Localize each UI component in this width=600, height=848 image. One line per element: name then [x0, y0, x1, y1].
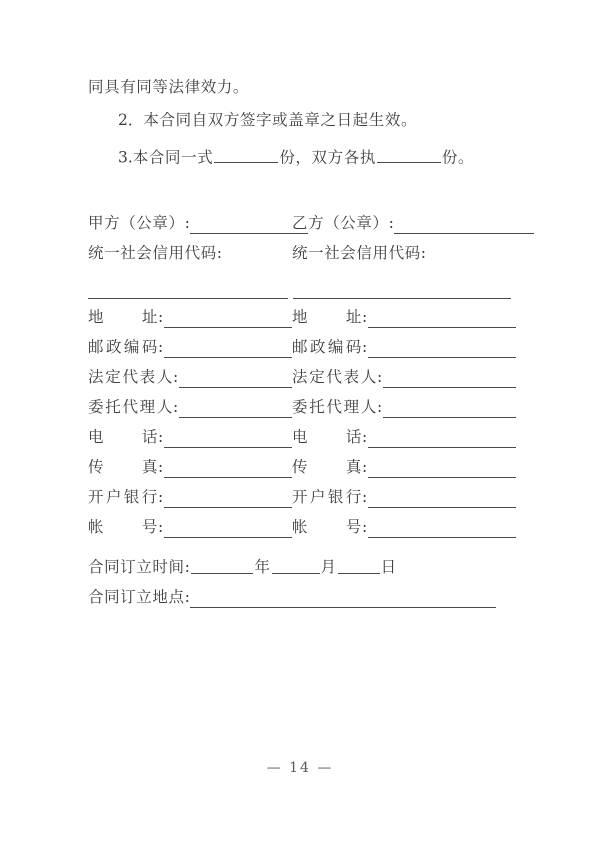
- party-b-account-label: 帐 号: [292, 518, 362, 536]
- clause-item-2: [118, 113, 417, 129]
- party-b-agent-colon: :: [377, 398, 383, 416]
- contract-place-label: 合同订立地点:: [88, 588, 191, 606]
- contract-month-blank[interactable]: [272, 557, 320, 574]
- party-a-phone: [88, 426, 292, 456]
- party-a-phone-colon: :: [158, 428, 164, 446]
- party-a-agent-blank[interactable]: [179, 400, 292, 418]
- party-b-phone-label: 电 话: [292, 428, 362, 446]
- party-a-uscc: [88, 242, 292, 272]
- party-seal-row: [0, 212, 600, 242]
- party-a-fax-colon: :: [158, 458, 164, 476]
- field-row-phone: [0, 426, 600, 456]
- party-a-bank: [88, 486, 292, 516]
- party-a-uscc-label: 统一社会信用代码:: [88, 244, 223, 262]
- clause-3-text-before: 本合同一式: [132, 148, 214, 167]
- party-a-postcode-blank[interactable]: [164, 340, 292, 358]
- party-a-legal-rep-blank[interactable]: [179, 370, 292, 388]
- field-row-address: [0, 306, 600, 336]
- party-a-account-colon: :: [158, 518, 164, 536]
- party-a-seal-blank[interactable]: [190, 216, 308, 234]
- party-b-uscc: [292, 242, 512, 272]
- party-a-account-label: 帐 号: [88, 518, 158, 536]
- party-a-legal-rep-colon: :: [173, 368, 179, 386]
- copies-total-blank[interactable]: [214, 146, 278, 163]
- party-b-fax-blank[interactable]: [368, 460, 516, 478]
- party-a-address-colon: :: [158, 308, 164, 326]
- party-b-postcode-label: 邮政编码: [292, 338, 362, 356]
- party-uscc-rule-row: [0, 272, 600, 306]
- party-b-address: [292, 306, 512, 336]
- party-a-bank-colon: :: [158, 488, 164, 506]
- party-a-legal-rep-label: 法定代表人: [88, 368, 173, 386]
- party-b-uscc-label: 统一社会信用代码:: [292, 244, 427, 262]
- party-a-bank-label: 开户银行: [88, 488, 158, 506]
- parties-signature-block: [0, 212, 600, 546]
- party-b-legal-rep: [292, 366, 512, 396]
- party-uscc-row: [0, 242, 600, 272]
- party-a-fax: [88, 456, 292, 486]
- party-b-agent: [292, 396, 512, 426]
- party-a-postcode-colon: :: [158, 338, 164, 356]
- contract-day-unit: 日: [380, 558, 397, 576]
- party-b-phone-colon: :: [362, 428, 368, 446]
- party-a-account-blank[interactable]: [164, 520, 292, 538]
- party-a-fax-blank[interactable]: [164, 460, 292, 478]
- party-b-address-colon: :: [362, 308, 368, 326]
- party-b-legal-rep-label: 法定代表人: [292, 368, 377, 386]
- party-a-phone-blank[interactable]: [164, 430, 292, 448]
- clause-3-text-middle: 份，双方各执: [279, 148, 376, 167]
- party-b-agent-blank[interactable]: [383, 400, 516, 418]
- field-row-bank: [0, 486, 600, 516]
- party-a-phone-label: 电 话: [88, 428, 158, 446]
- party-a-seal-label: 甲方（公章）:: [88, 214, 191, 232]
- party-a-agent-colon: :: [173, 398, 179, 416]
- party-a-bank-blank[interactable]: [164, 490, 292, 508]
- contract-date-row: [88, 556, 397, 578]
- party-a-address-blank[interactable]: [164, 310, 292, 328]
- field-row-account: [0, 516, 600, 546]
- field-row-fax: [0, 456, 600, 486]
- party-b-uscc-blank[interactable]: [293, 298, 511, 299]
- party-b-bank: [292, 486, 512, 516]
- party-b-bank-label: 开户银行: [292, 488, 362, 506]
- party-a-agent-label: 委托代理人: [88, 398, 173, 416]
- party-b-postcode-colon: :: [362, 338, 368, 356]
- party-a-seal: [88, 212, 292, 242]
- party-b-seal-blank[interactable]: [394, 216, 534, 234]
- party-b-phone: [292, 426, 512, 456]
- party-b-postcode-blank[interactable]: [368, 340, 516, 358]
- clause-2-number: 2．: [118, 111, 144, 129]
- party-b-legal-rep-blank[interactable]: [383, 370, 516, 388]
- party-a-postcode: [88, 336, 292, 366]
- party-b-legal-rep-colon: :: [377, 368, 383, 386]
- contract-place-blank[interactable]: [190, 590, 496, 608]
- party-a-address-label: 地 址: [88, 308, 158, 326]
- party-a-uscc-blank[interactable]: [88, 298, 288, 299]
- clause-continued-line: 同具有同等法律效力。: [88, 78, 250, 96]
- party-b-fax: [292, 456, 512, 486]
- clause-item-3: [118, 146, 474, 166]
- party-b-account-colon: :: [362, 518, 368, 536]
- party-b-bank-colon: :: [362, 488, 368, 506]
- party-b-phone-blank[interactable]: [368, 430, 516, 448]
- party-a-fax-label: 传 真: [88, 458, 158, 476]
- contract-place-row: [88, 586, 496, 608]
- party-a-postcode-label: 邮政编码: [88, 338, 158, 356]
- party-a-agent: [88, 396, 292, 426]
- party-b-bank-blank[interactable]: [368, 490, 516, 508]
- party-a-address: [88, 306, 292, 336]
- party-a-legal-rep: [88, 366, 292, 396]
- contract-month-unit: 月: [320, 558, 337, 576]
- field-row-postcode: [0, 336, 600, 366]
- party-b-address-blank[interactable]: [368, 310, 516, 328]
- copies-each-blank[interactable]: [377, 146, 441, 163]
- clause-3-number: 3.: [118, 148, 133, 167]
- party-b-fax-label: 传 真: [292, 458, 362, 476]
- party-b-account-blank[interactable]: [368, 520, 516, 538]
- contract-day-blank[interactable]: [338, 557, 380, 574]
- field-row-legal-rep: [0, 366, 600, 396]
- party-b-account: [292, 516, 512, 546]
- party-b-fax-colon: :: [362, 458, 368, 476]
- contract-year-blank[interactable]: [191, 557, 253, 574]
- party-b-seal: [292, 212, 512, 242]
- party-b-agent-label: 委托代理人: [292, 398, 377, 416]
- clause-2-text: 本合同自双方签字或盖章之日起生效。: [143, 111, 418, 129]
- contract-year-unit: 年: [254, 558, 271, 576]
- page-number-footer: — 14 —: [266, 760, 334, 776]
- party-b-address-label: 地 址: [292, 308, 362, 326]
- clause-3-text-end: 份。: [441, 148, 475, 167]
- party-a-account: [88, 516, 292, 546]
- party-b-seal-label: 乙方（公章）:: [292, 214, 395, 232]
- contract-date-label: 合同订立时间:: [88, 558, 191, 576]
- field-row-agent: [0, 396, 600, 426]
- party-b-postcode: [292, 336, 512, 366]
